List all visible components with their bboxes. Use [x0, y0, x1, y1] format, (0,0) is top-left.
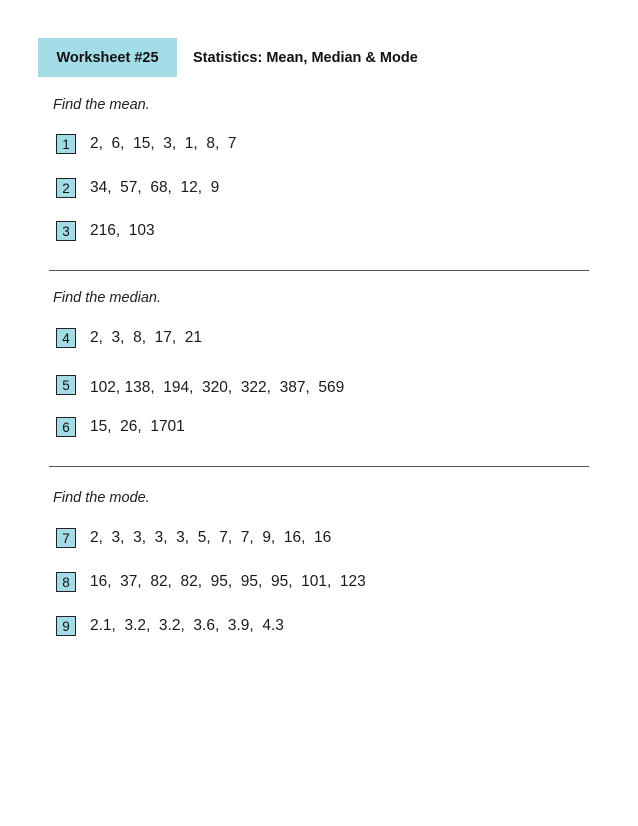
worksheet-number: Worksheet #25 — [56, 49, 159, 66]
problem-values: 34, 57, 68, 12, 9 — [90, 179, 220, 196]
worksheet-badge — [38, 38, 177, 77]
problem-values: 2.1, 3.2, 3.2, 3.6, 3.9, 4.3 — [90, 617, 284, 634]
problem-item — [56, 417, 185, 437]
problem-values: 216, 103 — [90, 222, 155, 239]
problem-item — [56, 134, 236, 154]
problem-item — [56, 178, 219, 198]
problem-item — [56, 528, 331, 548]
problem-values: 2, 6, 15, 3, 1, 8, 7 — [90, 135, 237, 152]
instruction-median: Find the median. — [53, 290, 162, 306]
problem-item — [56, 616, 284, 636]
problem-number-box: 2 — [56, 178, 76, 198]
section-divider — [49, 270, 589, 271]
problem-values: 2, 3, 8, 17, 21 — [90, 329, 203, 346]
problem-number-box: 3 — [56, 221, 76, 241]
page-title: Statistics: Mean, Median & Mode — [193, 49, 418, 66]
problem-values: 15, 26, 1701 — [90, 418, 185, 435]
problem-number-box: 4 — [56, 328, 76, 348]
problem-number-box: 1 — [56, 134, 76, 154]
problem-item — [56, 572, 366, 592]
problem-item — [56, 328, 202, 348]
problem-number-box: 6 — [56, 417, 76, 437]
problem-values: 16, 37, 82, 82, 95, 95, 95, 101, 123 — [90, 573, 366, 590]
section-divider — [49, 466, 589, 467]
problem-item — [56, 375, 344, 395]
problem-number-box: 7 — [56, 528, 76, 548]
problem-number-box: 9 — [56, 616, 76, 636]
problem-values: 2, 3, 3, 3, 3, 5, 7, 7, 9, 16, 16 — [90, 529, 332, 546]
problem-values: 102, 138, 194, 320, 322, 387, 569 — [90, 379, 345, 396]
problem-number-box: 5 — [56, 375, 76, 395]
problem-number-box: 8 — [56, 572, 76, 592]
instruction-mean: Find the mean. — [53, 97, 150, 113]
problem-item — [56, 221, 155, 241]
instruction-mode: Find the mode. — [53, 490, 150, 506]
